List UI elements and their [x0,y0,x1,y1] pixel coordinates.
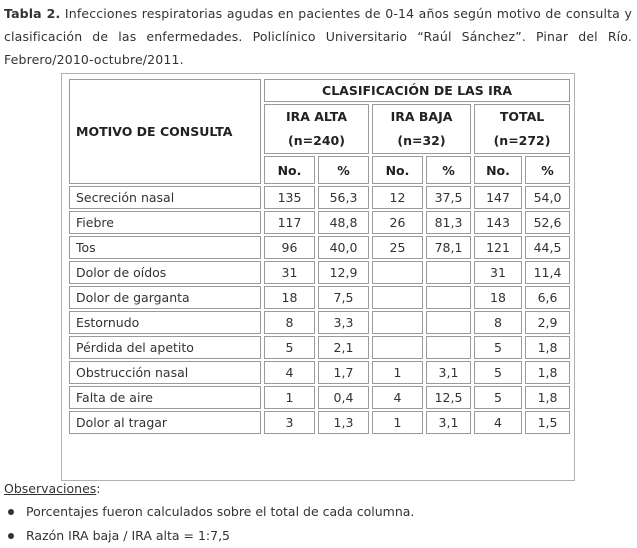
value-cell-baja-no: 1 [372,411,423,434]
motivo-cell: Tos [69,236,261,259]
value-cell-total-pct: 11,4 [525,261,570,284]
value-cell-total-no: 8 [474,311,522,334]
value-cell-alta-no: 8 [264,311,315,334]
list-item: Razón IRA baja / IRA alta = 1:7,5 [4,524,414,548]
motivo-cell: Estornudo [69,311,261,334]
value-cell-total-pct: 2,9 [525,311,570,334]
value-cell-total-no: 5 [474,336,522,359]
value-cell-total-pct: 1,8 [525,336,570,359]
value-cell-baja-no: 25 [372,236,423,259]
value-cell-alta-pct: 40,0 [318,236,369,259]
sub-header-pct: % [525,156,570,184]
sub-header-no: No. [264,156,315,184]
value-cell-alta-pct: 2,1 [318,336,369,359]
value-cell-total-pct: 1,8 [525,386,570,409]
value-cell-baja-no [372,286,423,309]
value-cell-alta-pct: 1,3 [318,411,369,434]
value-cell-alta-pct: 48,8 [318,211,369,234]
value-cell-total-no: 5 [474,386,522,409]
value-cell-baja-pct: 78,1 [426,236,471,259]
motivo-cell: Dolor de oídos [69,261,261,284]
value-cell-baja-pct: 37,5 [426,186,471,209]
value-cell-baja-pct [426,336,471,359]
list-item: Porcentajes fueron calculados sobre el total de cada columna. [4,500,414,524]
value-cell-baja-no [372,261,423,284]
bullet-icon [8,509,14,515]
value-cell-baja-pct: 3,1 [426,411,471,434]
value-cell-baja-pct [426,261,471,284]
value-cell-alta-no: 18 [264,286,315,309]
value-cell-baja-no: 12 [372,186,423,209]
table-row [69,261,570,284]
motivo-cell: Secreción nasal [69,186,261,209]
caption-text: Infecciones respiratorias agudas en pacientes de 0-14 años según motivo de consulta y clasificación de las enfermedades. Policlínico Universitario “Raúl Sánchez”. Pinar del Río. Febrero/2010-octubre/2011. [4,6,633,67]
sub-header-pct: % [426,156,471,184]
value-cell-alta-no: 5 [264,336,315,359]
table-row [69,311,570,334]
value-cell-total-pct: 52,6 [525,211,570,234]
value-cell-baja-no: 4 [372,386,423,409]
sub-header-no: No. [474,156,522,184]
table-row [69,386,570,409]
motivo-cell: Dolor al tragar [69,411,261,434]
value-cell-total-pct: 1,8 [525,361,570,384]
value-cell-total-no: 4 [474,411,522,434]
motivo-cell: Dolor de garganta [69,286,261,309]
value-cell-alta-pct: 56,3 [318,186,369,209]
table-caption [4,2,632,71]
value-cell-alta-no: 135 [264,186,315,209]
caption-label: Tabla 2. [4,6,61,21]
sub-header-pct: % [318,156,369,184]
group-ira-baja: IRA BAJA (n=32) [372,104,471,154]
value-cell-total-no: 147 [474,186,522,209]
value-cell-alta-pct: 12,9 [318,261,369,284]
data-table [66,77,573,436]
table-body [69,79,570,434]
group-ira-alta: IRA ALTA (n=240) [264,104,369,154]
value-cell-baja-pct: 3,1 [426,361,471,384]
value-cell-baja-pct: 81,3 [426,211,471,234]
value-cell-alta-no: 1 [264,386,315,409]
value-cell-alta-no: 117 [264,211,315,234]
value-cell-baja-pct [426,286,471,309]
table-row [69,236,570,259]
value-cell-baja-pct: 12,5 [426,386,471,409]
value-cell-baja-no: 1 [372,361,423,384]
value-cell-baja-pct [426,311,471,334]
bullet-icon [8,533,14,539]
row-header-cell: MOTIVO DE CONSULTA [69,79,261,184]
observations-title: Observaciones [4,481,97,496]
table-row [69,361,570,384]
value-cell-total-no: 18 [474,286,522,309]
observations-list [4,500,414,548]
motivo-cell: Falta de aire [69,386,261,409]
value-cell-alta-pct: 1,7 [318,361,369,384]
value-cell-total-no: 143 [474,211,522,234]
motivo-cell: Fiebre [69,211,261,234]
header-row-1 [69,79,570,102]
group-header-cell: CLASIFICACIÓN DE LAS IRA [264,79,570,102]
group-total: TOTAL (n=272) [474,104,570,154]
value-cell-alta-no: 3 [264,411,315,434]
value-cell-total-pct: 6,6 [525,286,570,309]
table-row [69,286,570,309]
data-table-frame [61,73,575,481]
value-cell-alta-no: 96 [264,236,315,259]
value-cell-baja-no [372,311,423,334]
table-row [69,211,570,234]
value-cell-alta-no: 31 [264,261,315,284]
value-cell-total-pct: 54,0 [525,186,570,209]
value-cell-total-no: 5 [474,361,522,384]
sub-header-no: No. [372,156,423,184]
value-cell-total-pct: 1,5 [525,411,570,434]
motivo-cell: Obstrucción nasal [69,361,261,384]
value-cell-alta-pct: 3,3 [318,311,369,334]
value-cell-baja-no [372,336,423,359]
value-cell-baja-no: 26 [372,211,423,234]
table-row [69,186,570,209]
table-row [69,411,570,434]
value-cell-total-no: 31 [474,261,522,284]
table-row [69,336,570,359]
value-cell-total-pct: 44,5 [525,236,570,259]
value-cell-total-no: 121 [474,236,522,259]
motivo-cell: Pérdida del apetito [69,336,261,359]
value-cell-alta-no: 4 [264,361,315,384]
value-cell-alta-pct: 0,4 [318,386,369,409]
value-cell-alta-pct: 7,5 [318,286,369,309]
observations-heading: Observaciones: [4,481,101,496]
